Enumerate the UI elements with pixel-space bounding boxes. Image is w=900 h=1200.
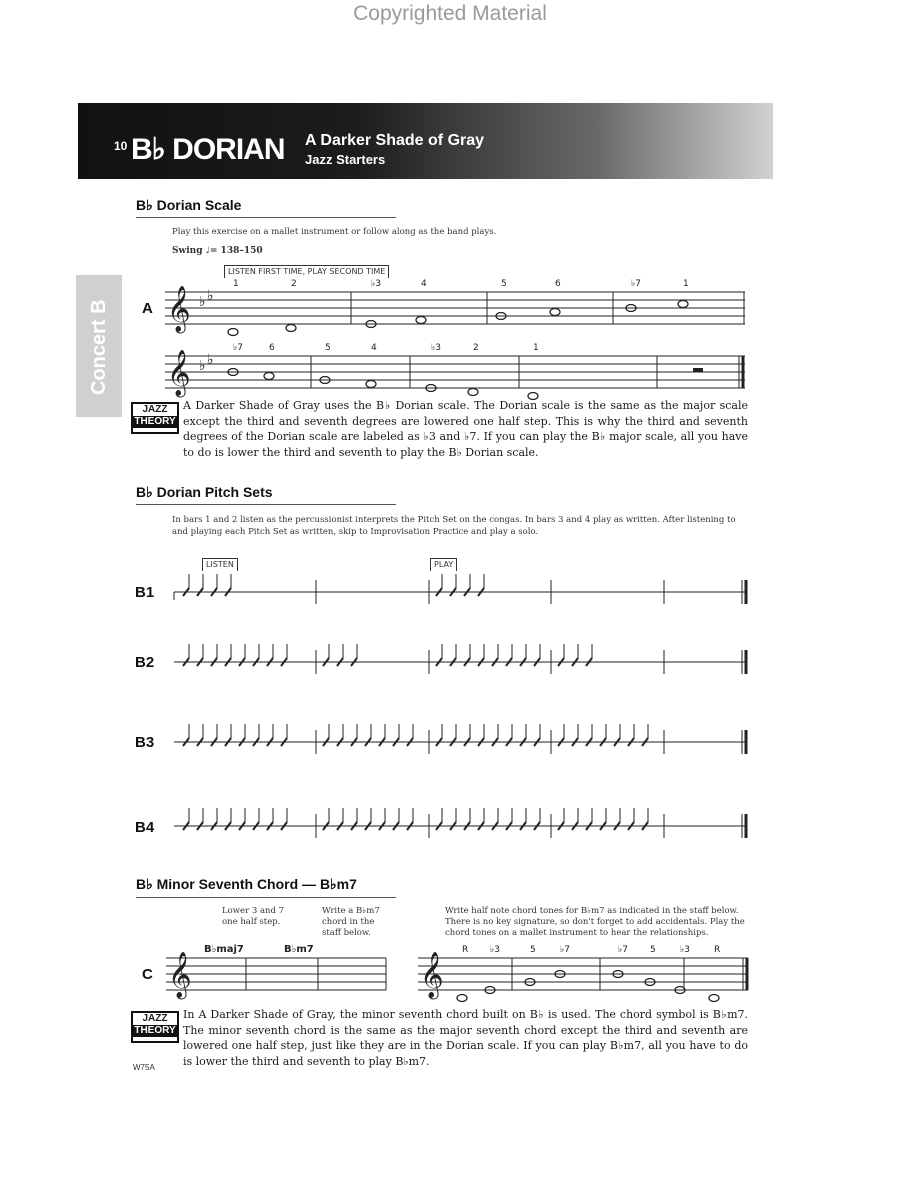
note-head	[678, 301, 688, 308]
tempo-marking: Swing ♩= 138–150	[172, 246, 263, 256]
scale-degree-label: R	[462, 945, 469, 955]
scale-degree-label: ♭3	[680, 945, 690, 955]
side-tab	[76, 275, 122, 417]
chord-symbol: B♭m7	[284, 944, 314, 955]
page-title: B♭ DORIAN	[131, 133, 285, 166]
listen-label: LISTEN	[202, 558, 238, 571]
scale-degree-label: 2	[291, 279, 297, 289]
scale-degree-label: 5	[530, 945, 536, 955]
footer-code: W75A	[133, 1063, 155, 1072]
staff-a-line1	[165, 279, 747, 332]
theory-c-text: In A Darker Shade of Gray, the minor seventh chord built on B♭ is used. The chord symbol is B♭m7. The minor seventh chord is the same as the major seventh chord except the third and seventh are lowered one half step, just like they are in the Dorian scale. If you can play B♭m7, all you have to do is lower the third and seventh to play B♭m7.	[183, 1008, 748, 1068]
svg-text:♭: ♭	[207, 288, 214, 304]
section-c-instruction: Write half note chord tones for B♭m7 as indicated in the staff below. There is no key signature, so don't forget to add accidentals. Play the chord tones on a mallet instrument to hear the relationships.	[445, 906, 745, 938]
tune-title: A Darker Shade of Gray	[305, 132, 485, 149]
row-label-b4: B4	[135, 819, 155, 836]
scale-degree-label: 5	[650, 945, 656, 955]
copyright-watermark: Copyrighted Material	[353, 2, 547, 25]
scale-degree-label: ♭3	[371, 279, 381, 289]
scale-degree-label: R	[714, 945, 721, 955]
section-a-instruction: Play this exercise on a mallet instrument or follow along as the band plays.	[172, 227, 497, 237]
note-head	[468, 389, 478, 396]
scale-degree-label: ♭7	[233, 343, 243, 353]
scale-degree-label: 4	[371, 343, 377, 353]
scale-degree-label: 1	[533, 343, 539, 353]
write-note: Write a B♭m7 chord in the staff below.	[322, 906, 380, 938]
rhythm-staff-b2	[174, 662, 748, 682]
scale-degree-label: 5	[501, 279, 507, 289]
lower-note: Lower 3 and 7 one half step.	[222, 906, 285, 927]
scale-degree-label: 2	[473, 343, 479, 353]
section-c-title: B♭ Minor Seventh Chord — B♭m7	[136, 876, 357, 892]
scale-degree-label: 1	[233, 279, 239, 289]
staff-c-left	[166, 944, 388, 998]
page-number: 10	[114, 139, 128, 153]
scale-degree-label: 5	[325, 343, 331, 353]
svg-text:𝄞: 𝄞	[168, 952, 192, 998]
play-label: PLAY	[430, 558, 457, 571]
rhythm-staff-b4	[174, 826, 748, 846]
row-label-c: C	[142, 966, 153, 983]
note-head	[416, 317, 426, 324]
listen-play-bracket: LISTEN FIRST TIME, PLAY SECOND TIME	[224, 265, 389, 278]
scale-degree-label: ♭3	[490, 945, 500, 955]
svg-text:♭: ♭	[199, 294, 206, 310]
note-head	[286, 325, 296, 332]
note-head	[457, 995, 467, 1002]
theory-a-text: A Darker Shade of Gray uses the B♭ Dorian scale. The Dorian scale is the same as the major scale except the third and seventh degrees are lowered one half step. This is why the third and seventh degrees of the Dorian scale are labeled as ♭3 and ♭7. If you can play the B♭ major scale, all you have to do is lower the third and seventh to play the B♭ Dorian scale.	[183, 399, 748, 459]
svg-text:𝄞: 𝄞	[167, 286, 191, 332]
rhythm-staff-b1	[174, 592, 748, 612]
rhythm-staff-b3	[174, 742, 748, 762]
note-head	[709, 995, 719, 1002]
side-tab-label: Concert B	[88, 299, 110, 395]
series-title: Jazz Starters	[305, 152, 386, 167]
section-a-rule	[136, 217, 396, 218]
scale-degree-label: ♭3	[431, 343, 441, 353]
svg-text:♭: ♭	[199, 358, 206, 374]
scale-degree-label: ♭7	[618, 945, 628, 955]
svg-text:♭: ♭	[207, 352, 214, 368]
note-head	[550, 309, 560, 316]
scale-degree-label: 1	[683, 279, 689, 289]
scale-degree-label: 4	[421, 279, 427, 289]
svg-text:𝄞: 𝄞	[420, 952, 444, 998]
section-c-rule	[136, 897, 396, 898]
row-label-b3: B3	[135, 734, 155, 751]
section-b-title: B♭ Dorian Pitch Sets	[136, 484, 273, 500]
section-b-rule	[136, 504, 396, 505]
jazz-theory-badge-a: JAZZ THEORY	[131, 402, 179, 434]
jazz-theory-badge-c: JAZZ THEORY	[131, 1011, 179, 1043]
svg-text:𝄞: 𝄞	[167, 350, 191, 396]
row-label-b1: B1	[135, 584, 155, 601]
note-head	[264, 373, 274, 380]
staff-a-line2	[165, 343, 747, 396]
scale-degree-label: 6	[555, 279, 561, 289]
section-b-instruction: In bars 1 and 2 listen as the percussionist interprets the Pitch Set on the congas. In bars 3 and 4 play as written. After listening to and playing each Pitch Set as written, skip to Improvisation Practice and play a solo.	[172, 515, 736, 537]
staff-c-right	[418, 945, 750, 998]
section-a-title: B♭ Dorian Scale	[136, 197, 242, 213]
row-label-b2: B2	[135, 654, 155, 671]
note-head	[228, 329, 238, 336]
note-head	[366, 381, 376, 388]
scale-degree-label: 6	[269, 343, 275, 353]
chord-symbol: B♭maj7	[204, 944, 244, 955]
scale-degree-label: ♭7	[631, 279, 641, 289]
scale-degree-label: ♭7	[560, 945, 570, 955]
row-label-a: A	[142, 300, 153, 317]
